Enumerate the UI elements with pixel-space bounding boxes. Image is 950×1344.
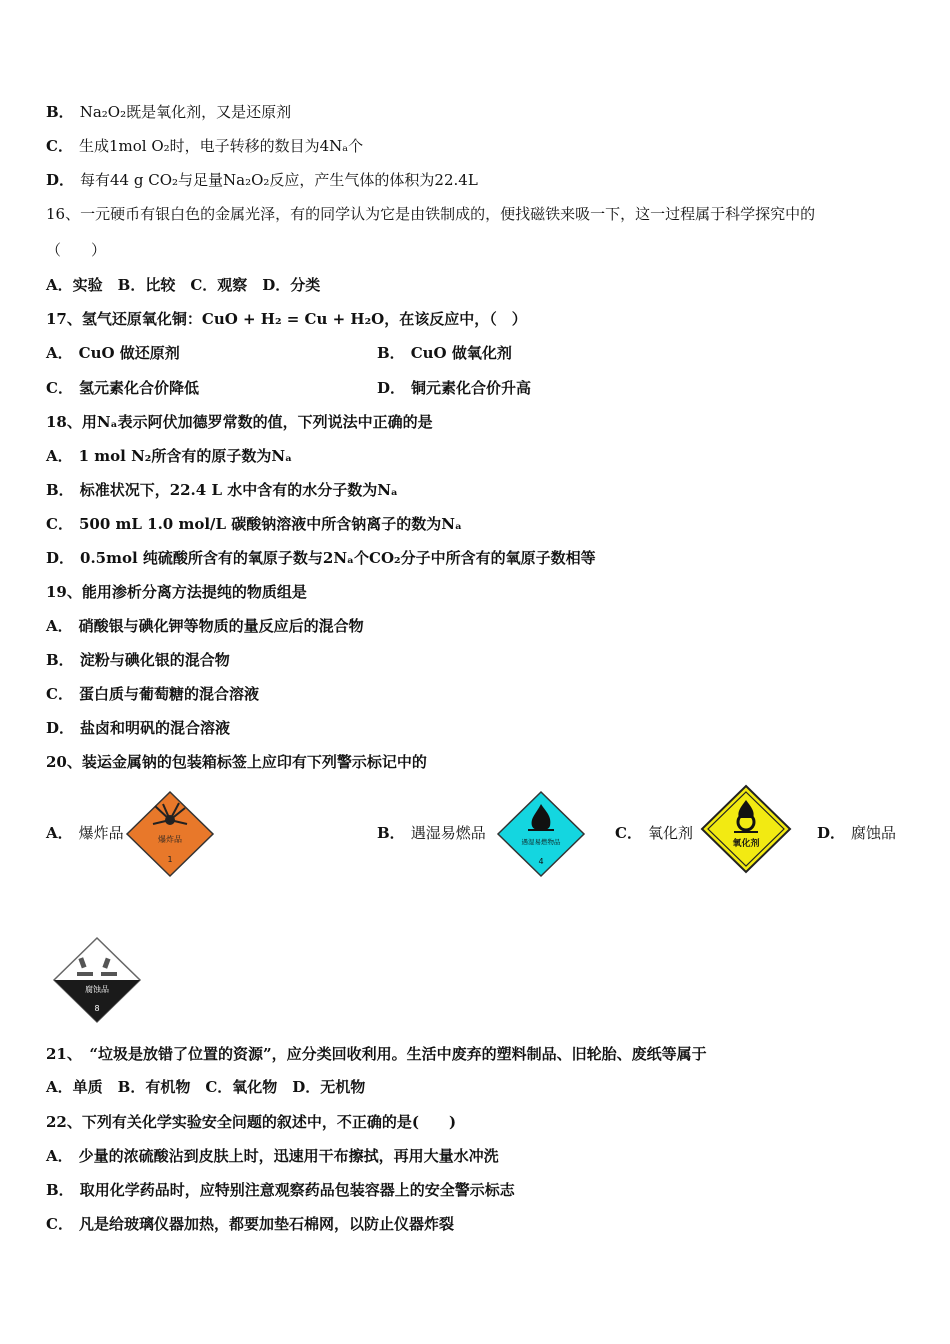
q22-option-c: C． 凡是给玻璃仪器加热，都要加垫石棉网，以防止仪器炸裂 [46,1215,454,1233]
corrosive-sign-icon [52,936,142,1028]
explosion-sign-text: 爆炸品 [158,835,182,844]
q18-option-d: D． 0.5mol 纯硫酸所含有的氧原子数与2Nₐ个CO₂分子中所含有的氧原子数相等 [46,549,596,567]
q17-stem: 17、氢气还原氧化铜：CuO + H₂ = Cu + H₂O，在该反应中，（ ） [46,310,527,328]
q19-option-d: D． 盐卤和明矾的混合溶液 [46,719,231,737]
q18-option-b: B． 标准状况下，22.4 L 水中含有的水分子数为Nₐ [46,481,398,499]
q20-option-c: C． 氧化剂 [615,824,693,842]
q16-options: A．实验 B．比较 C．观察 D．分类 [46,276,321,294]
q15-option-d: D． 每有44 g CO₂与足量Na₂O₂反应，产生气体的体积为22.4L [46,171,478,189]
q20-option-d: D． 腐蚀品 [817,824,897,842]
q16-stem: 16、一元硬币有银白色的金属光泽，有的同学认为它是由铁制成的，便找磁铁来吸一下，这一过程属于科学探究中的 [46,205,816,223]
oxidizer-sign-icon [700,784,792,878]
water-reactive-sign-number: 4 [538,857,544,866]
q17-option-b: B． CuO 做氧化剂 [377,344,512,362]
q19-stem: 19、能用渗析分离方法提纯的物质组是 [46,583,307,601]
q20-options-row [0,790,950,880]
q17-option-c: C． 氢元素化合价降低 [46,379,199,397]
water-reactive-sign-icon [496,790,586,882]
q18-option-c: C． 500 mL 1.0 mol/L 碳酸钠溶液中所含钠离子的数为Nₐ [46,515,462,533]
q15-option-c: C． 生成1mol O₂时，电子转移的数目为4Nₐ个 [46,137,364,155]
q16-paren: （ ） [46,241,107,259]
explosion-sign-number: 1 [167,855,173,864]
q17-option-a: A． CuO 做还原剂 [46,344,180,362]
corrosive-sign-text: 腐蚀品 [85,985,109,994]
corrosive-sign-number: 8 [94,1004,100,1013]
water-reactive-sign-text: 遇湿易燃物品 [521,838,561,846]
q22-stem: 22、下列有关化学实验安全问题的叙述中，不正确的是( ) [46,1113,457,1131]
oxidizer-sign-text: 氧化剂 [732,839,760,849]
q20-stem: 20、装运金属钠的包装箱标签上应印有下列警示标记中的 [46,753,427,771]
q21-options: A．单质 B．有机物 C．氧化物 D．无机物 [46,1078,366,1096]
q19-option-b: B． 淀粉与碘化银的混合物 [46,651,230,669]
q22-option-b: B． 取用化学药品时，应特别注意观察药品包装容器上的安全警示标志 [46,1181,515,1199]
q20-option-a: A． 爆炸品 [46,824,124,842]
q15-option-b: B． Na₂O₂既是氧化剂，又是还原剂 [46,103,292,121]
q17-option-d: D． 铜元素化合价升高 [377,379,532,397]
q21-stem: 21、 “垃圾是放错了位置的资源”，应分类回收利用。生活中废弃的塑料制品、旧轮胎、废纸等属于 [46,1045,707,1063]
q22-option-a: A． 少量的浓硫酸沾到皮肤上时，迅速用干布擦拭，再用大量水冲洗 [46,1147,499,1165]
q19-option-a: A． 硝酸银与碘化钾等物质的量反应后的混合物 [46,617,364,635]
q19-option-c: C． 蛋白质与葡萄糖的混合溶液 [46,685,259,703]
q18-stem: 18、用Nₐ表示阿伏加德罗常数的值，下列说法中正确的是 [46,413,433,431]
q18-option-a: A． 1 mol N₂所含有的原子数为Nₐ [46,447,293,465]
explosion-sign-icon [125,790,215,882]
q20-option-b: B． 遇湿易燃品 [377,824,486,842]
